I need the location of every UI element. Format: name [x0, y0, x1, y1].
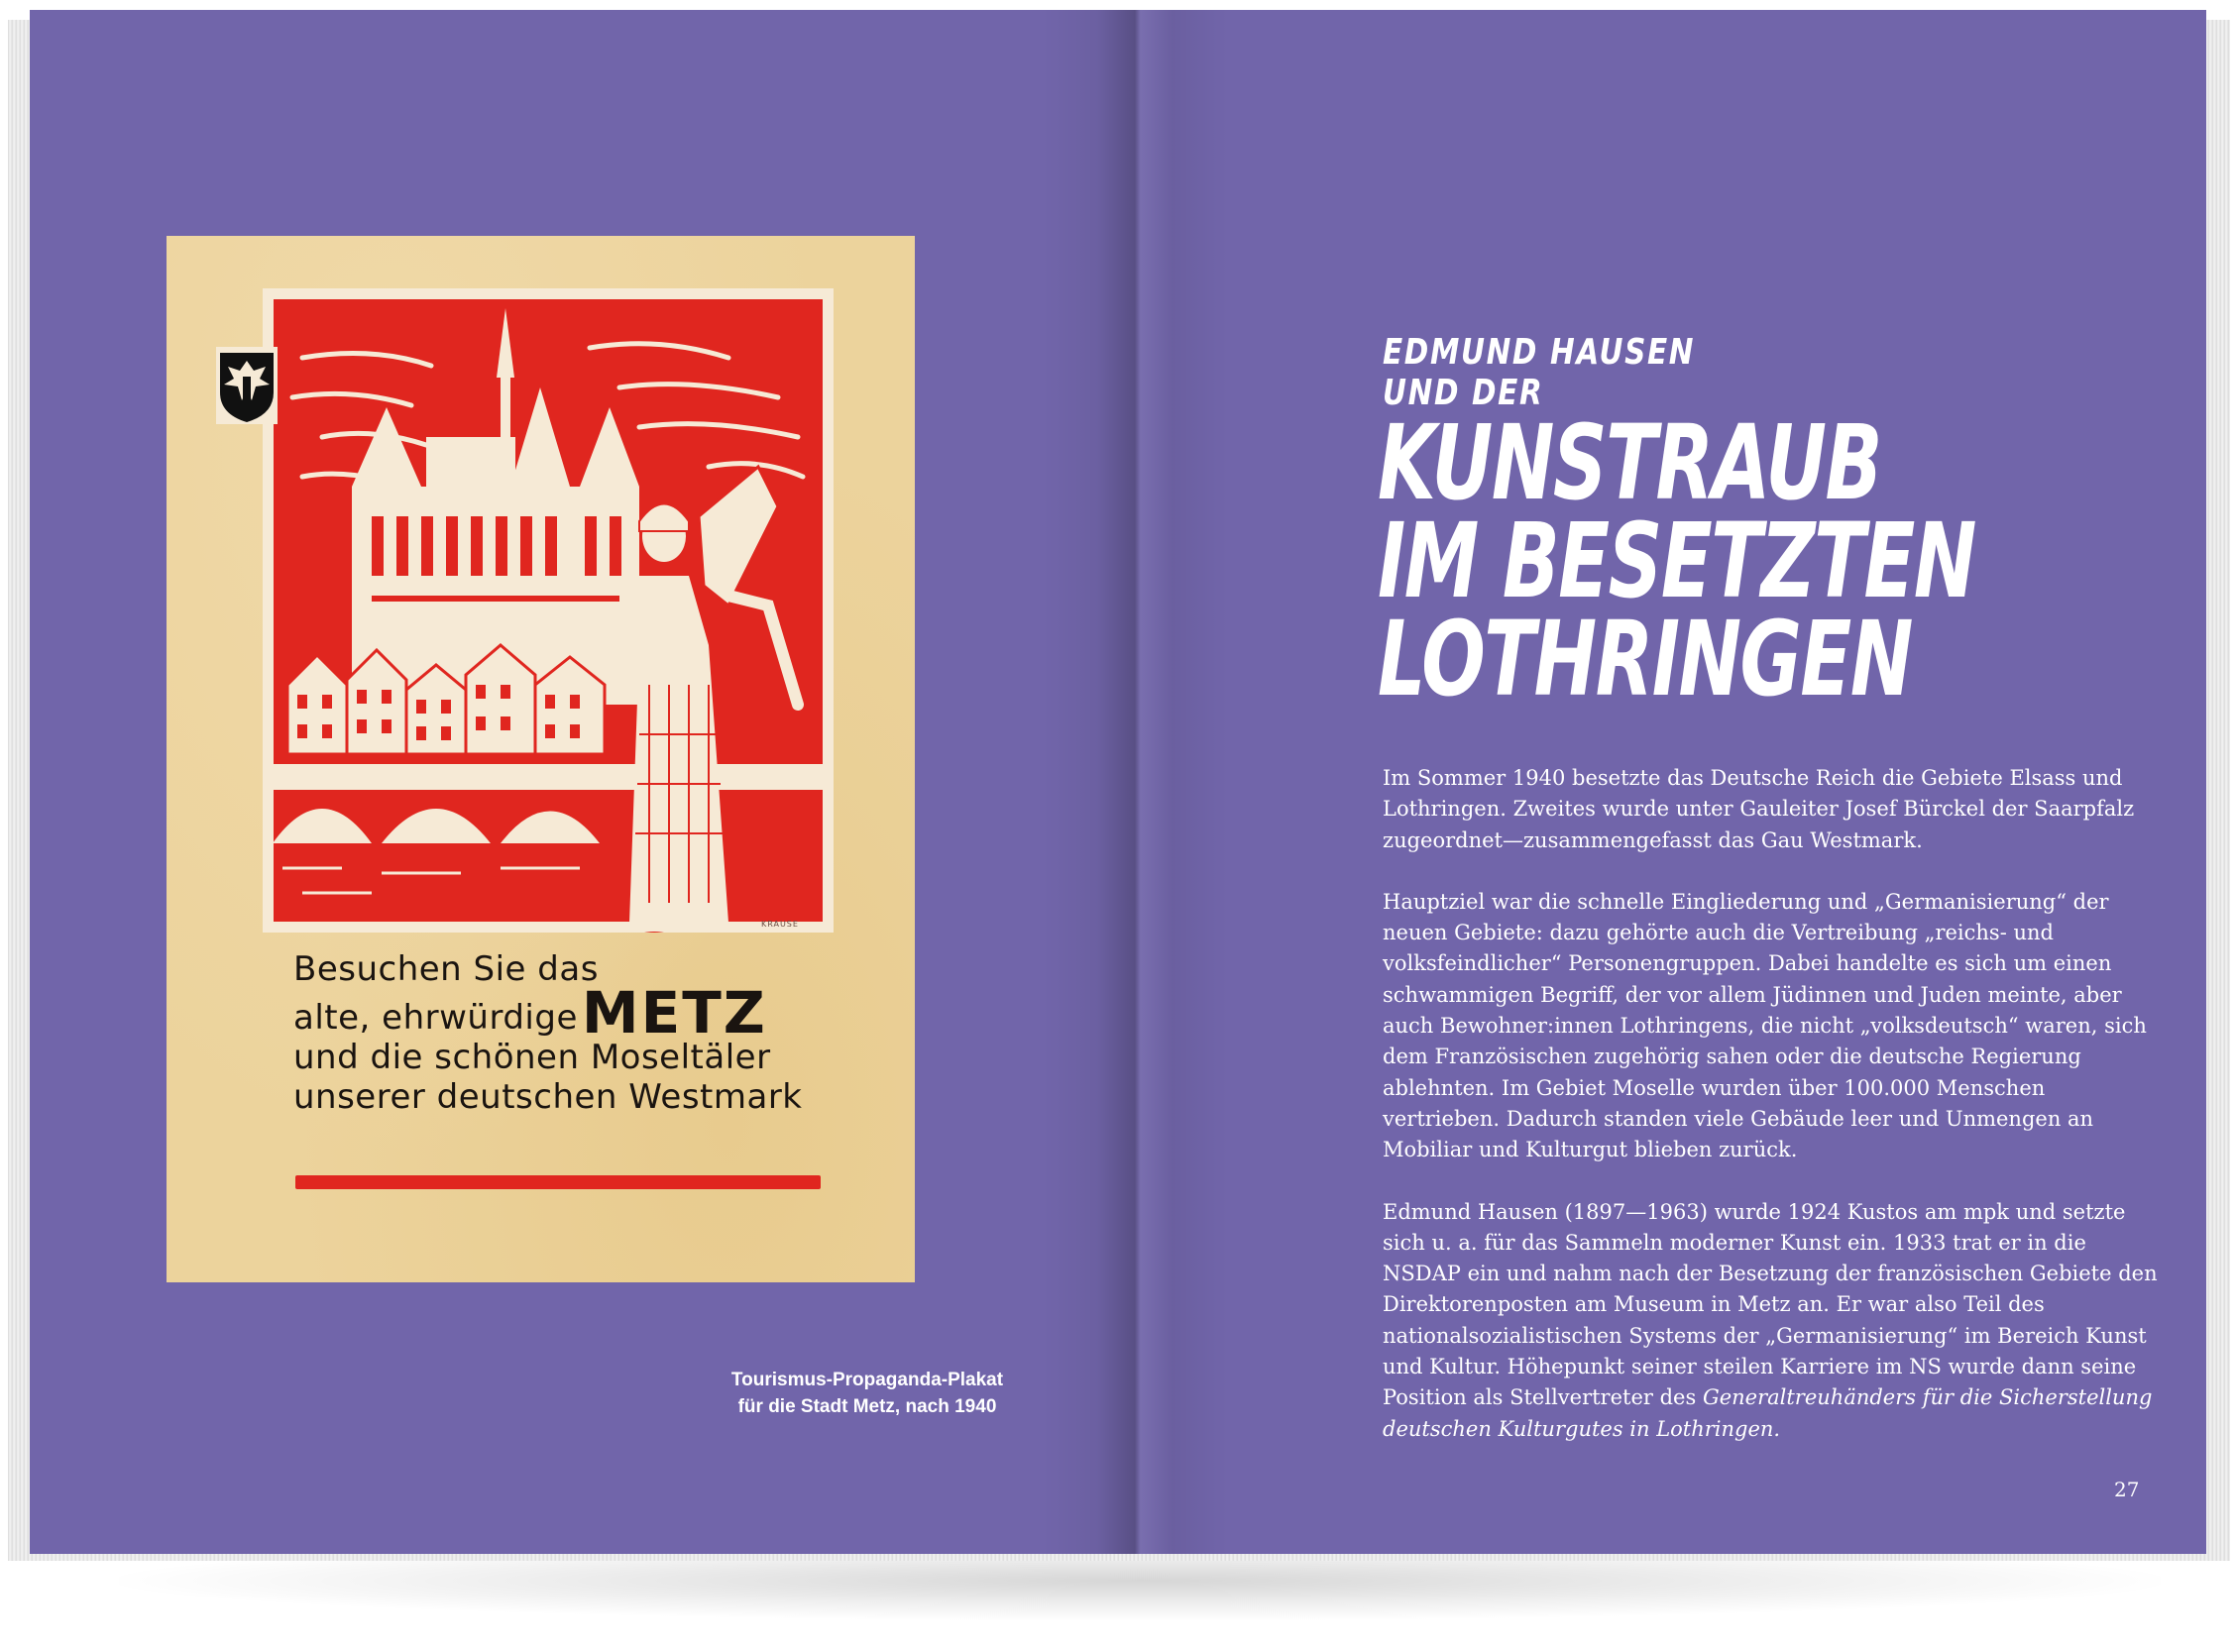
paragraph-2: Hauptziel war die schnelle Eingliederung und „Germanisierung“ der neuen Gebiete: dazu gehörte auch die Vertreibung „reichs- und volksfeindlicher“ Personengruppen. Dabei handelte es sich um einen schwammigen Begriff, der vor allem Jüdinnen und Juden meinte, aber auch Bewohner:innen Lothringens, die nicht „volksdeutsch“ waren, sich dem Französischen zugehörig sahen oder die deutsche Regierung ablehnten. Im Gebiet Moselle wurden über 100.000 Menschen vertrieben. Dadurch standen viele Gebäude leer und Unmengen an Mobiliar und Kulturgut blieben zurück.	[1383, 889, 2147, 1162]
spread-gutter	[1041, 10, 1229, 1554]
slogan-line-2	[293, 979, 888, 1046]
caption-line-1: Tourismus-Propaganda-Plakat	[730, 1370, 1004, 1390]
slogan-line-4: unserer deutschen Westmark	[293, 1077, 803, 1117]
poster-image	[167, 236, 915, 1282]
paragraph-3-text: Edmund Hausen (1897—1963) wurde 1924 Kustos am mpk und setzte sich u. a. für das Sammeln moderner Kunst ein. 1933 trat er in die NSDAP ein und nahm nach der Besetzung der französischen Gebiete den Direktorenposten am Museum in Metz an. Er war also Teil des nationalsozialistischen Systems der „Germanisierung“ im Bereich Kunst und Kultur. Höhepunkt seiner steilen Karriere im NS wurde dann seine Position als Stellvertreter des	[1383, 1199, 2158, 1410]
slogan-line-3: und die schönen Moseltäler	[293, 1038, 771, 1077]
coat-of-arms-icon	[216, 347, 278, 424]
article-kicker	[1383, 332, 1695, 413]
slogan-line-2-text: alte, ehrwürdige	[293, 998, 578, 1038]
kicker-line-1: EDMUND HAUSEN	[1383, 332, 1696, 373]
paragraph-3	[1383, 1197, 2166, 1445]
headline-line-1: KUNSTRAUB	[1378, 402, 1881, 523]
poster-slogan	[293, 949, 888, 1117]
poster-red-rule	[295, 1175, 821, 1189]
article-headline	[1378, 402, 1976, 719]
slogan-city: METZ	[581, 979, 767, 1046]
article-body	[1383, 763, 2166, 1476]
artist-signature: KRAUSE	[761, 920, 799, 929]
image-caption	[634, 1367, 1100, 1420]
kicker-line-2: UND DER	[1383, 373, 1544, 413]
poster-artwork-frame	[263, 288, 834, 933]
poster-artwork	[263, 288, 834, 933]
paragraph-3-italic: Generaltreuhänders für die Sicherstellung deutschen Kulturgutes in Lothringen.	[1383, 1385, 2153, 1441]
caption-line-2: für die Stadt Metz, nach 1940	[737, 1396, 997, 1417]
headline-line-2: IM BESETZTEN	[1378, 500, 1976, 621]
headline-line-3: LOTHRINGEN	[1378, 599, 1912, 719]
page-number: 27	[2114, 1478, 2140, 1501]
slogan-line-1: Besuchen Sie das	[293, 949, 599, 989]
paragraph-1: Im Sommer 1940 besetzte das Deutsche Reich die Gebiete Elsass und Lothringen. Zweites wurde unter Gauleiter Josef Bürckel der Saarpfalz zugeordnet—zusammengefasst das Gau Westmark.	[1383, 766, 2135, 852]
